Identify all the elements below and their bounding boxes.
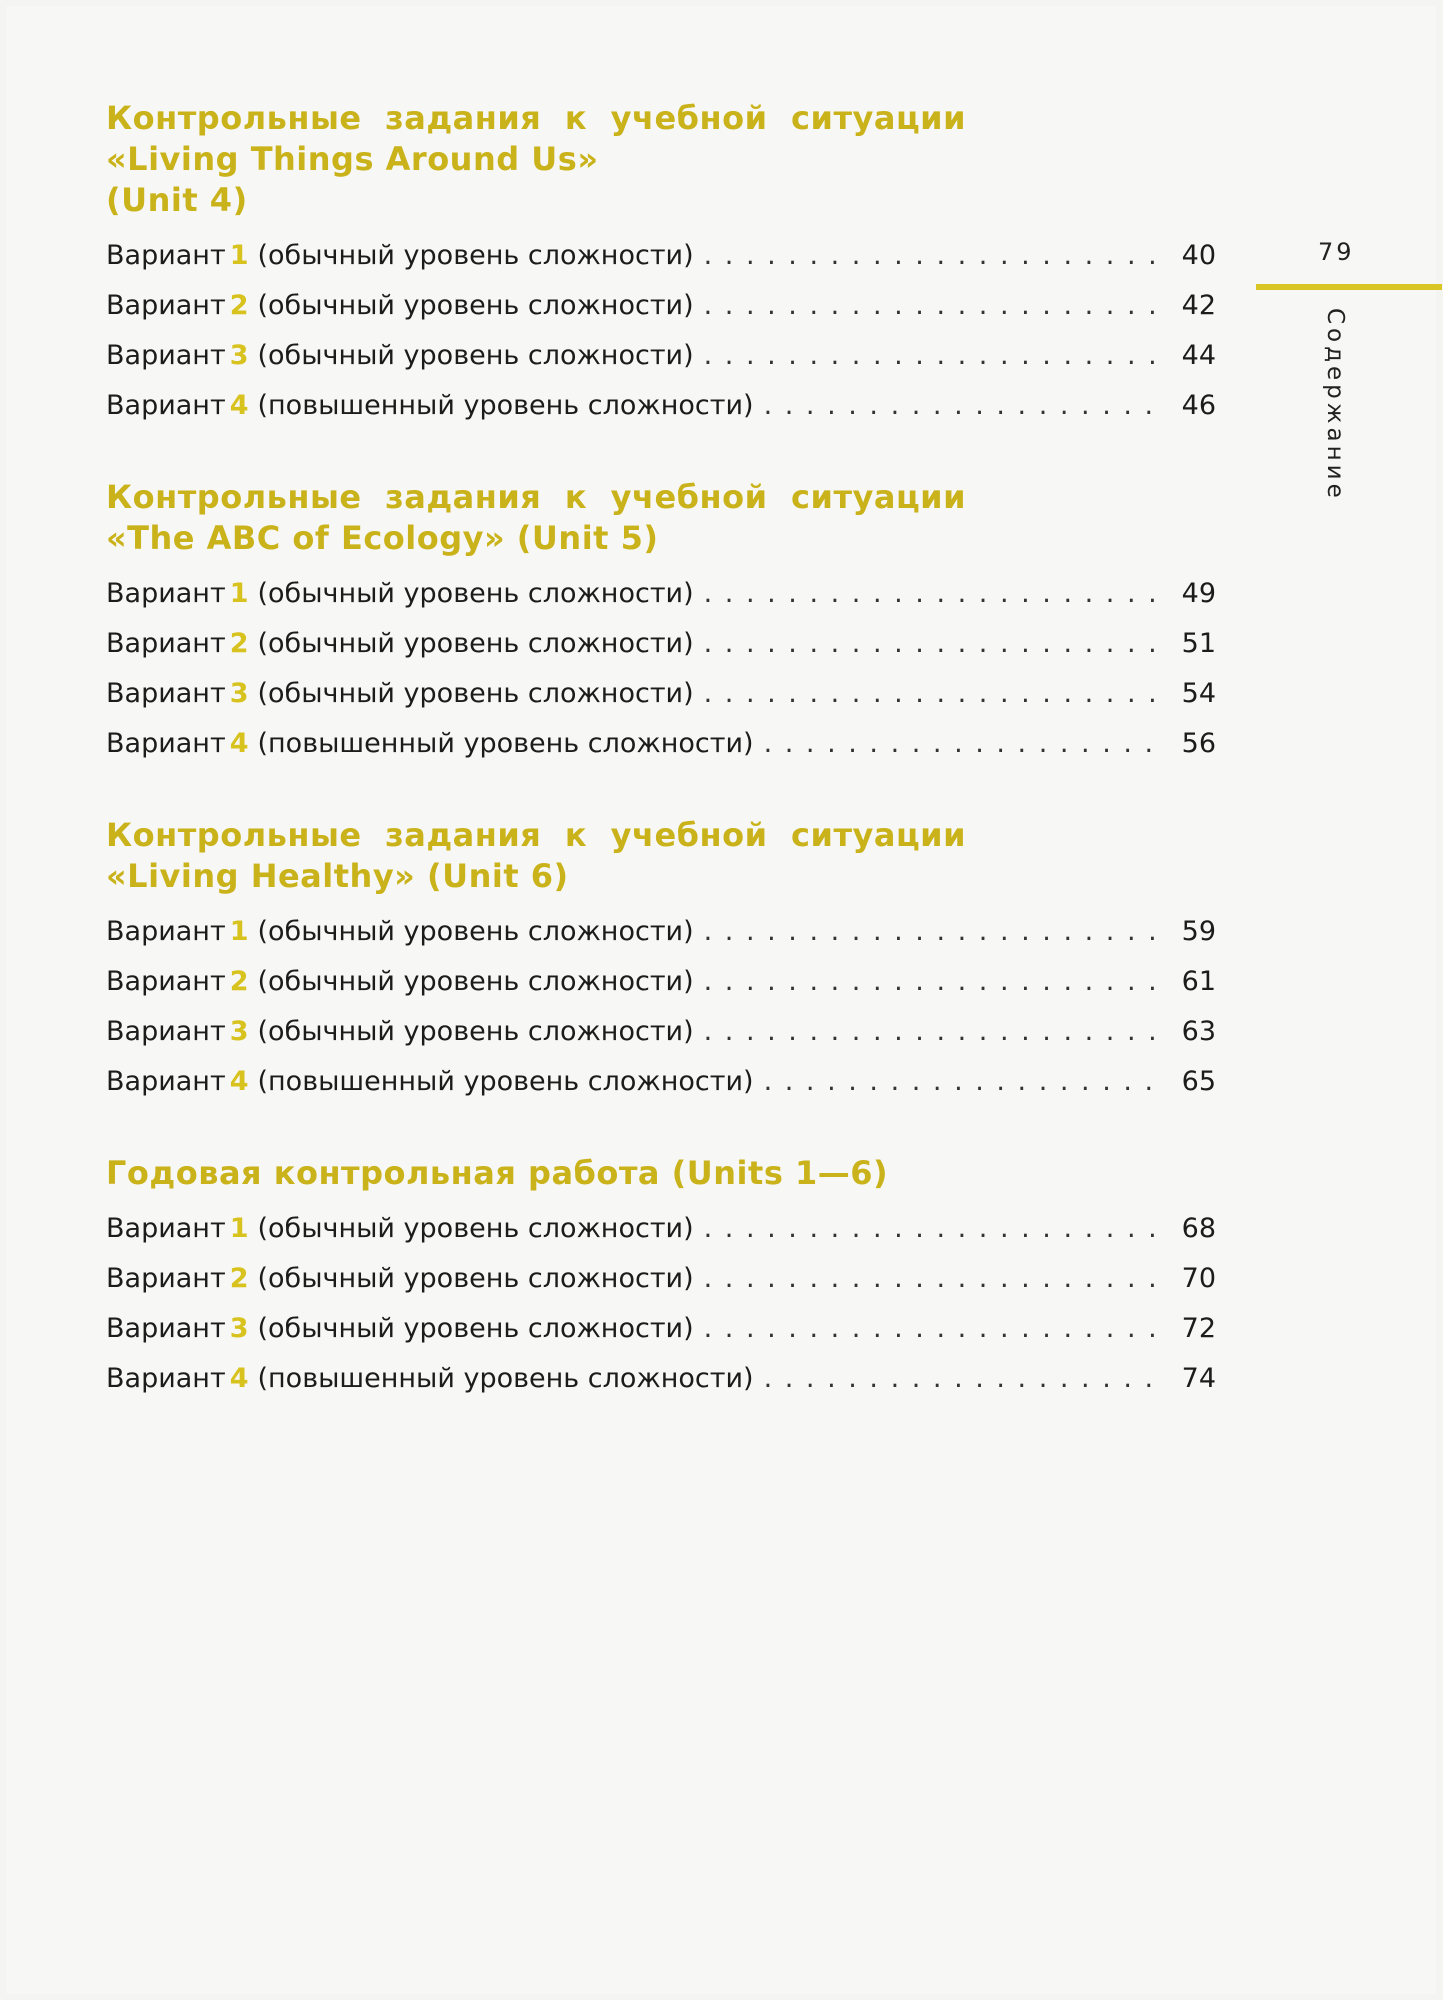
dot-leader	[704, 231, 1168, 281]
variant-number: 3	[229, 1313, 249, 1344]
toc-entry[interactable]	[106, 1007, 1216, 1057]
entry-description: (обычный уровень сложности)	[257, 966, 694, 997]
entry-page-number: 61	[1181, 966, 1216, 997]
variant-number: 1	[229, 578, 249, 609]
toc-entry[interactable]	[106, 669, 1216, 719]
section-title-line: Контрольные задания к учебной ситуации	[106, 478, 966, 516]
dot-leader	[764, 1057, 1168, 1107]
section-title-line: Годовая контрольная работа (Units 1—6)	[106, 1154, 889, 1192]
entry-label: Вариант	[106, 678, 226, 709]
toc-entry[interactable]	[106, 281, 1216, 331]
entry-description: (обычный уровень сложности)	[257, 678, 694, 709]
dot-leader	[764, 719, 1168, 769]
section-title	[106, 815, 1216, 897]
entry-page-number: 68	[1181, 1213, 1216, 1244]
dot-leader	[764, 381, 1168, 431]
section-title	[106, 1153, 1216, 1194]
entry-label: Вариант	[106, 1066, 226, 1097]
toc-entry[interactable]	[106, 1204, 1216, 1254]
section-title	[106, 477, 1216, 559]
dot-leader	[704, 957, 1168, 1007]
dot-leader	[704, 669, 1168, 719]
section-title-line: «Living Things Around Us»	[106, 140, 599, 178]
toc-section-unit-6	[106, 815, 1216, 1107]
toc-entry[interactable]	[106, 619, 1216, 669]
entry-description: (повышенный уровень сложности)	[257, 390, 754, 421]
dot-leader	[704, 619, 1168, 669]
entry-page-number: 56	[1181, 728, 1216, 759]
dot-leader	[704, 1007, 1168, 1057]
toc-section-unit-4	[106, 98, 1216, 431]
variant-number: 3	[229, 1016, 249, 1047]
entry-page-number: 44	[1181, 340, 1216, 371]
toc-entry[interactable]	[106, 569, 1216, 619]
section-title-line: (Unit 4)	[106, 181, 248, 219]
dot-leader	[704, 1304, 1168, 1354]
entry-label: Вариант	[106, 340, 226, 371]
entry-page-number: 42	[1181, 290, 1216, 321]
toc-entry[interactable]	[106, 1057, 1216, 1107]
entry-page-number: 40	[1181, 240, 1216, 271]
toc-entry[interactable]	[106, 957, 1216, 1007]
entry-page-number: 65	[1181, 1066, 1216, 1097]
entry-page-number: 49	[1181, 578, 1216, 609]
variant-number: 3	[229, 678, 249, 709]
entry-label: Вариант	[106, 1016, 226, 1047]
variant-number: 4	[229, 1066, 249, 1097]
section-title-line: Контрольные задания к учебной ситуации	[106, 99, 966, 137]
entry-page-number: 74	[1181, 1363, 1216, 1394]
entry-label: Вариант	[106, 628, 226, 659]
entry-page-number: 63	[1181, 1016, 1216, 1047]
toc-entry[interactable]	[106, 1254, 1216, 1304]
table-of-contents	[106, 98, 1216, 1450]
entry-description: (повышенный уровень сложности)	[257, 1363, 754, 1394]
entry-description: (обычный уровень сложности)	[257, 1016, 694, 1047]
variant-number: 2	[229, 628, 249, 659]
entry-page-number: 46	[1181, 390, 1216, 421]
entry-label: Вариант	[106, 390, 226, 421]
entry-label: Вариант	[106, 240, 226, 271]
toc-section-annual-test	[106, 1153, 1216, 1404]
entry-page-number: 59	[1181, 916, 1216, 947]
entry-description: (обычный уровень сложности)	[257, 240, 694, 271]
entry-label: Вариант	[106, 290, 226, 321]
entry-label: Вариант	[106, 728, 226, 759]
entry-description: (обычный уровень сложности)	[257, 1313, 694, 1344]
entry-page-number: 72	[1181, 1313, 1216, 1344]
running-title: Содержание	[1322, 308, 1348, 502]
variant-number: 4	[229, 390, 249, 421]
variant-number: 1	[229, 916, 249, 947]
entry-description: (обычный уровень сложности)	[257, 1213, 694, 1244]
entry-label: Вариант	[106, 1363, 226, 1394]
entry-description: (обычный уровень сложности)	[257, 290, 694, 321]
page-number: 79	[1318, 238, 1355, 266]
dot-leader	[704, 1204, 1168, 1254]
entry-label: Вариант	[106, 1313, 226, 1344]
variant-number: 1	[229, 1213, 249, 1244]
entry-label: Вариант	[106, 1213, 226, 1244]
section-title-line: «Living Healthy» (Unit 6)	[106, 857, 569, 895]
entry-page-number: 51	[1181, 628, 1216, 659]
dot-leader	[704, 907, 1168, 957]
toc-entry[interactable]	[106, 1304, 1216, 1354]
entry-label: Вариант	[106, 966, 226, 997]
section-title-line: Контрольные задания к учебной ситуации	[106, 816, 966, 854]
entry-description: (обычный уровень сложности)	[257, 578, 694, 609]
toc-entry[interactable]	[106, 381, 1216, 431]
variant-number: 4	[229, 728, 249, 759]
entry-label: Вариант	[106, 916, 226, 947]
variant-number: 2	[229, 290, 249, 321]
section-title	[106, 98, 1216, 221]
toc-entry[interactable]	[106, 907, 1216, 957]
entry-label: Вариант	[106, 578, 226, 609]
entry-page-number: 54	[1181, 678, 1216, 709]
variant-number: 1	[229, 240, 249, 271]
entry-description: (повышенный уровень сложности)	[257, 1066, 754, 1097]
accent-rule	[1256, 284, 1442, 290]
toc-entry[interactable]	[106, 1354, 1216, 1404]
entry-label: Вариант	[106, 1263, 226, 1294]
toc-entry[interactable]	[106, 231, 1216, 281]
toc-entry[interactable]	[106, 719, 1216, 769]
entry-description: (обычный уровень сложности)	[257, 340, 694, 371]
variant-number: 3	[229, 340, 249, 371]
entry-description: (повышенный уровень сложности)	[257, 728, 754, 759]
entry-description: (обычный уровень сложности)	[257, 916, 694, 947]
dot-leader	[704, 569, 1168, 619]
toc-section-unit-5	[106, 477, 1216, 769]
entry-description: (обычный уровень сложности)	[257, 628, 694, 659]
section-title-line: «The ABC of Ecology» (Unit 5)	[106, 519, 659, 557]
toc-entry[interactable]	[106, 331, 1216, 381]
dot-leader	[704, 331, 1168, 381]
dot-leader	[704, 281, 1168, 331]
entry-page-number: 70	[1181, 1263, 1216, 1294]
dot-leader	[764, 1354, 1168, 1404]
variant-number: 2	[229, 966, 249, 997]
entry-description: (обычный уровень сложности)	[257, 1263, 694, 1294]
variant-number: 2	[229, 1263, 249, 1294]
document-page	[6, 6, 1436, 1994]
variant-number: 4	[229, 1363, 249, 1394]
dot-leader	[704, 1254, 1168, 1304]
